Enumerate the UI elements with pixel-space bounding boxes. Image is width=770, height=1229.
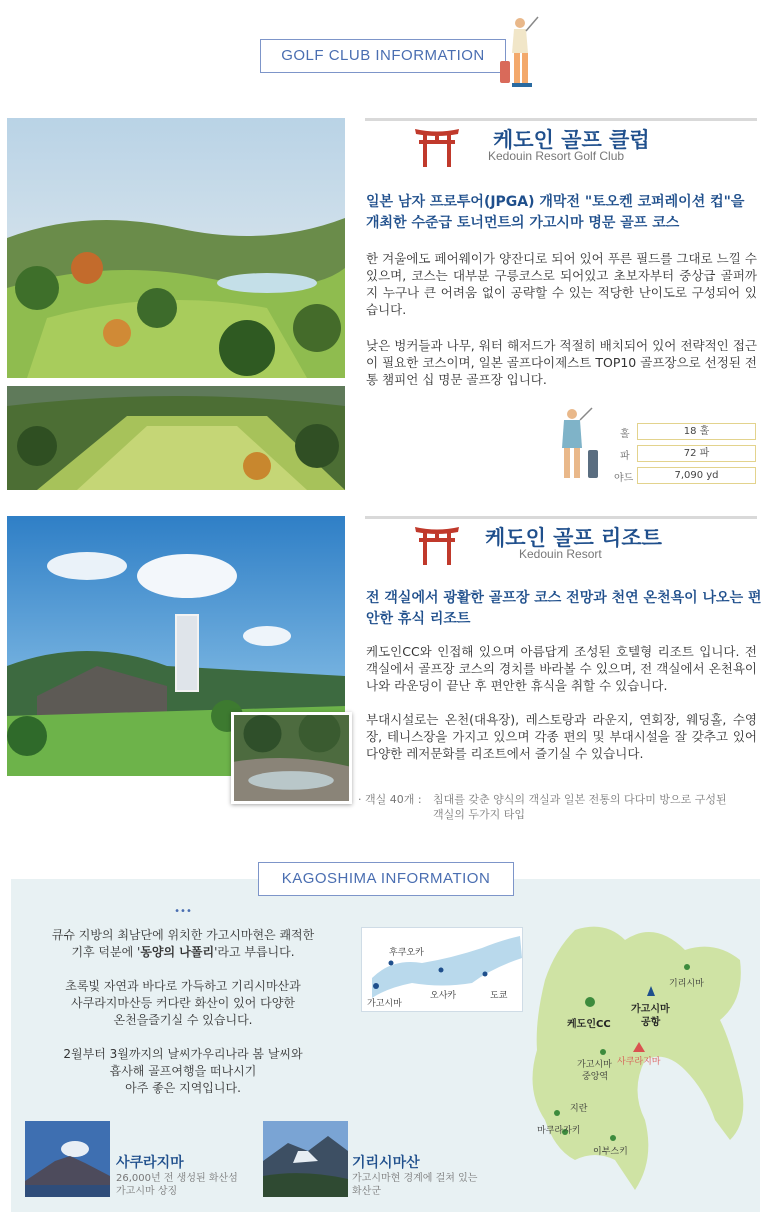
resort-room-note-label: · 객실 40개 :	[358, 793, 422, 806]
map-label-ibusuki: 이부스키	[593, 1147, 628, 1157]
thumb-sakurajima-desc-2: 가고시마 상징	[116, 1186, 178, 1197]
golfer-small-illustration	[554, 404, 604, 484]
kagoshima-section-title	[258, 862, 514, 896]
club-lead: 일본 남자 프로투어(JPGA) 개막전 "토오켄 코퍼레이션 컵"을 개최한 수준급 토너먼트의 가고시마 명문 골프 코스	[366, 194, 745, 231]
club-top-divider	[365, 118, 757, 121]
stat-label-yard: 야드	[614, 473, 634, 484]
resort-top-divider	[365, 516, 757, 519]
map-label-airport-line1: 가고시마	[631, 1004, 670, 1015]
kagoshima-map	[515, 900, 760, 1200]
stat-label-par: 파	[620, 451, 630, 462]
resort-paragraph-1: 케도인CC와 인접해 있으며 아름답게 조성된 호텔형 리조트 입니다. 전 객실에서 골프장 코스의 경치를 바라볼 수 있으며, 전 객실에서 온천욕이 나와 라운딩이 끝난 후 편안한 휴식을 취할 수 있습니다.	[366, 644, 757, 693]
kagoshima-intro-p2-line2: 사쿠라지마산등 커다란 화산이 있어 다양한	[71, 996, 295, 1010]
kagoshima-intro-p1	[24, 927, 342, 961]
resort-title: 케도인 골프 리조트	[485, 526, 662, 550]
club-title: 케도인 골프 클럽	[493, 128, 650, 152]
kagoshima-intro-p1-line1: 큐슈 지방의 최남단에 위치한 가고시마현은 쾌적한	[51, 928, 315, 942]
kagoshima-intro-p3-line1: 2월부터 3월까지의 날씨가우리나라 봄 날씨와	[63, 1047, 303, 1061]
kagoshima-intro-p3-line3: 아주 좋은 지역입니다.	[125, 1081, 241, 1095]
map-label-airport-line2: 공항	[641, 1017, 661, 1028]
inset-label-tokyo: 도쿄	[490, 991, 508, 1001]
kagoshima-intro-p2-line1: 초록빛 자연과 바다로 가득하고 기리시마산과	[65, 979, 301, 993]
kagoshima-intro-p3	[24, 1046, 342, 1097]
kagoshima-intro-p1-line2: 기후 덕분에 '동양의 나폴리'라고 부릅니다.	[71, 945, 295, 959]
club-subtitle: Kedouin Resort Golf Club	[488, 149, 625, 163]
kagoshima-nickname: 동양의 나폴리	[140, 945, 215, 959]
inset-label-osaka: 오사카	[430, 991, 457, 1001]
resort-onsen-photo	[231, 712, 352, 804]
resort-lead: 전 객실에서 광활한 골프장 코스 전망과 천연 온천욕이 나오는 편안한 휴식 리조트	[366, 590, 762, 627]
stat-label-holes: 홀	[620, 429, 630, 440]
kagoshima-intro-p2	[24, 978, 342, 1029]
thumb-kirishima-title: 기리시마산	[352, 1155, 420, 1171]
inset-label-fukuoka: 후쿠오카	[389, 948, 424, 958]
inset-label-kagoshima: 가고시마	[367, 999, 402, 1009]
thumb-kirishima-desc-2: 화산군	[352, 1186, 381, 1197]
sakurajima-photo	[25, 1121, 110, 1197]
kagoshima-section-title-text: KAGOSHIMA INFORMATION	[281, 870, 491, 887]
stat-value-holes: 18 홀	[637, 423, 756, 440]
stat-value-par: 72 파	[637, 445, 756, 462]
golf-section-title	[260, 39, 506, 73]
map-label-makurazaki: 마쿠라자키	[537, 1126, 581, 1136]
resort-paragraph-2: 부대시설로는 온천(대욕장), 레스토랑과 라운지, 연회장, 웨딩홀, 수영장, 테니스장을 가지고 있으며 각종 편의 및 부대시설을 잘 갖추고 있어 다양한 레저문화를 리조트에서 즐기실 수 있습니다.	[366, 712, 757, 761]
club-paragraph-1: 한 겨울에도 페어웨이가 양잔디로 되어 있어 푸른 필드를 그대로 느낄 수 있으며, 코스는 대부분 구릉코스로 되어있고 초보자부터 중상급 골퍼까지 누구나 큰 어려움 없이 공략할 수 있는 적당한 난이도로 구성되어 있습니다.	[366, 251, 757, 317]
torii-icon-2	[413, 523, 461, 565]
resort-subtitle: Kedouin Resort	[519, 547, 602, 561]
golf-section-title-text: GOLF CLUB INFORMATION	[281, 47, 485, 64]
kagoshima-dots: •••	[174, 906, 192, 917]
thumb-sakurajima-desc-1: 26,000년 전 생성된 화산섬	[116, 1173, 238, 1184]
map-label-kedouin: 케도인CC	[567, 1019, 611, 1030]
map-label-chuo-line1: 가고시마	[577, 1060, 612, 1070]
map-label-chiran: 지란	[570, 1104, 588, 1114]
resort-room-note-line-1: 침대를 갖춘 양식의 객실과 일본 전통의 다다미 방으로 구성된	[433, 793, 727, 806]
torii-icon	[413, 125, 461, 167]
club-paragraph-2: 낮은 벙커들과 나무, 워터 해저드가 적절히 배치되어 있어 전략적인 접근이 필요한 코스이며, 일본 골프다이제스트 TOP10 골프장으로 선정된 전통 챔피언 십 명문 골프장 입니다.	[366, 338, 757, 387]
resort-room-note-line-2: 객실의 두가지 타입	[433, 808, 526, 821]
golf-course-photo-fairway	[7, 386, 345, 490]
map-label-kirishima: 기리시마	[669, 979, 704, 989]
kagoshima-intro-p3-line2: 흡사해 골프여행을 떠나시기	[109, 1064, 257, 1078]
kirishima-photo	[263, 1121, 348, 1197]
stat-value-yard: 7,090 yd	[637, 467, 756, 484]
thumb-sakurajima-title: 사쿠라지마	[116, 1155, 184, 1171]
golfer-illustration	[492, 13, 542, 93]
map-label-chuo-line2: 중앙역	[582, 1072, 609, 1082]
map-label-sakurajima: 사쿠라지마	[617, 1057, 661, 1067]
golf-course-photo-main	[7, 118, 345, 378]
thumb-kirishima-desc-1: 가고시마현 경계에 걸쳐 있는	[352, 1173, 478, 1184]
kagoshima-intro-p2-line3: 온천을즐기실 수 있습니다.	[113, 1013, 253, 1027]
